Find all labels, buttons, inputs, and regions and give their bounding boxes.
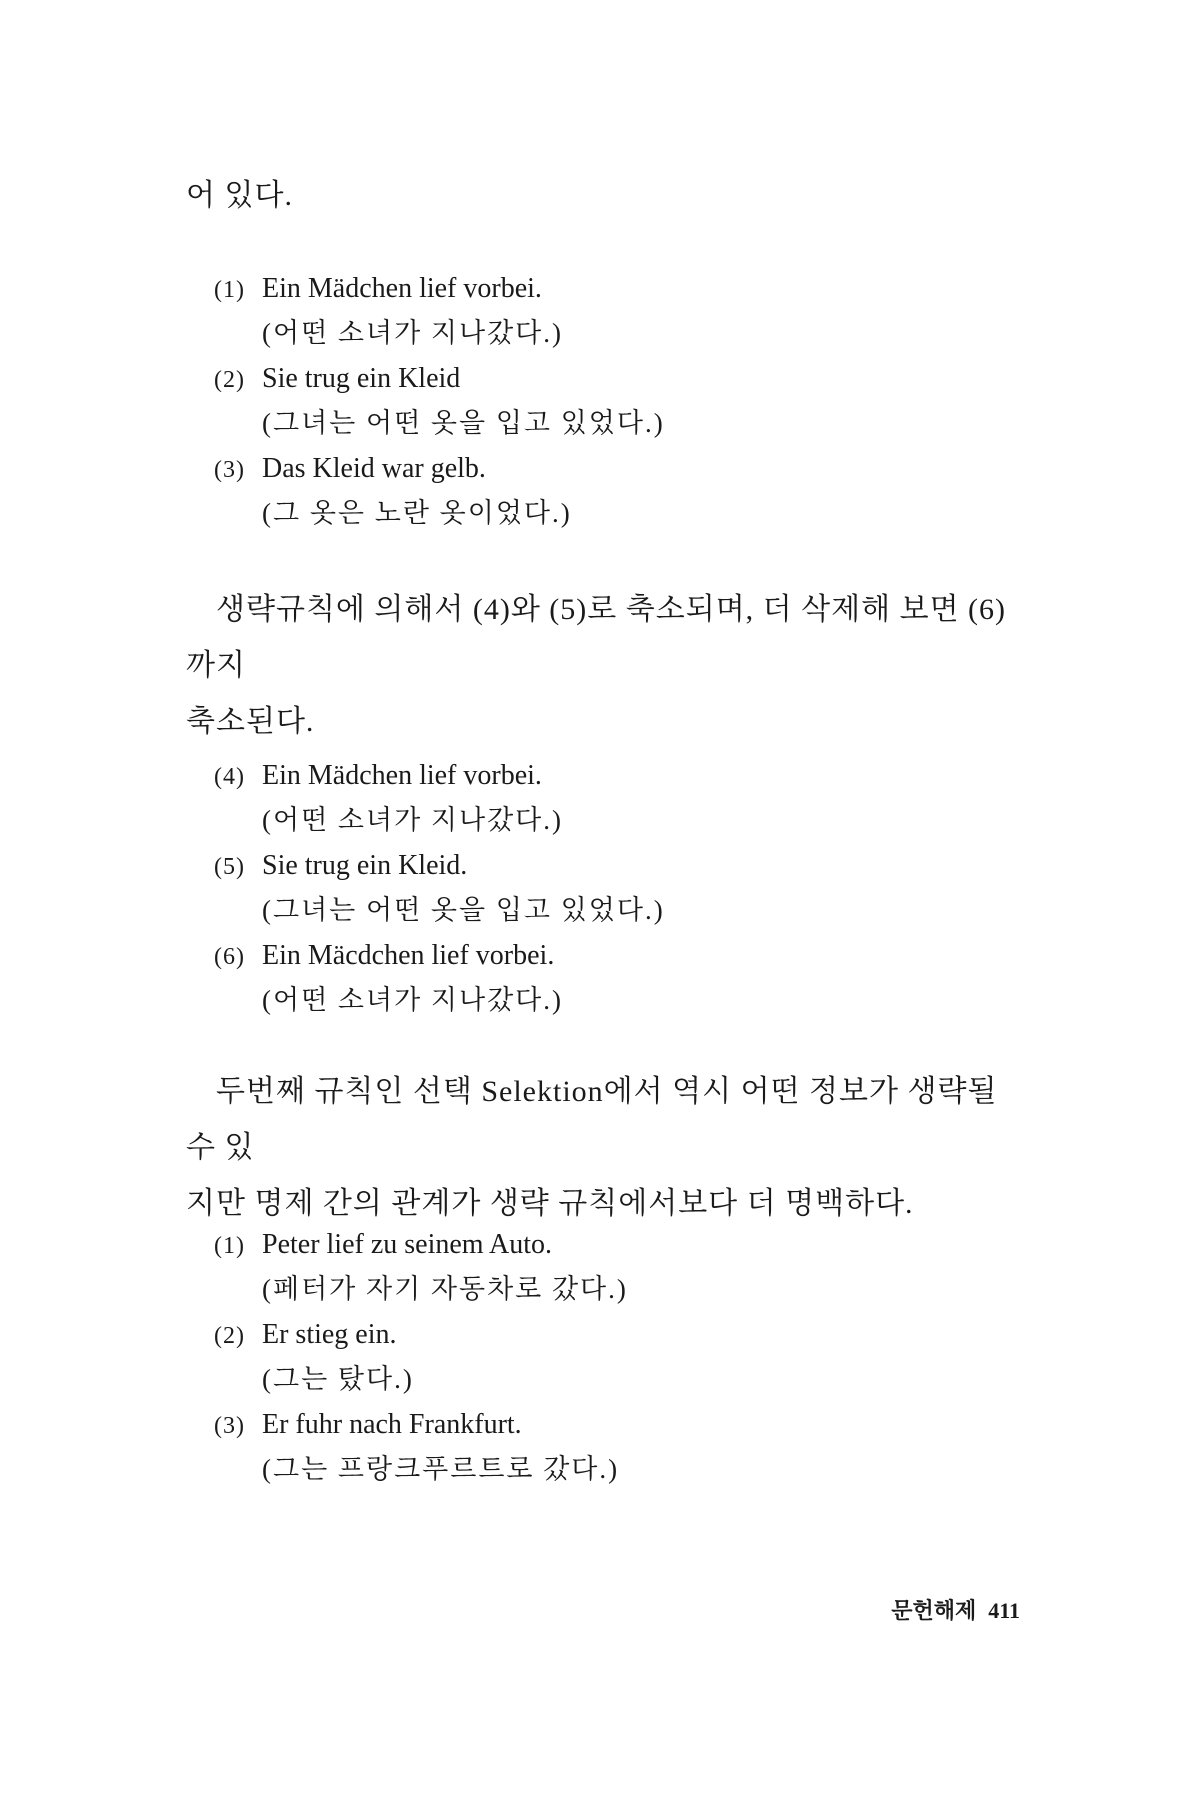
example-item [214, 356, 974, 446]
paragraph-line: 축소된다. [186, 705, 315, 738]
paragraph-line: 두번째 규칙인 선택 Selektion에서 역시 어떤 정보가 생략될 수 있 [186, 1075, 998, 1164]
example-number: (2) [214, 1323, 245, 1349]
example-number: (1) [214, 277, 245, 303]
example-translation: (페터가 자기 자동차로 갔다.) [262, 1274, 628, 1304]
example-item [214, 1402, 974, 1492]
example-sentence: Peter lief zu seinem Auto. [262, 1229, 553, 1260]
example-sentence: Ein Mädchen lief vorbei. [262, 760, 542, 791]
running-section-title: 문헌해제 [891, 1598, 977, 1623]
continuation-text: 어 있다. [186, 179, 293, 212]
example-number: (6) [214, 944, 245, 970]
example-translation: (그는 프랑크푸르트로 갔다.) [262, 1454, 620, 1484]
example-translation: (그녀는 어떤 옷을 입고 있었다.) [262, 408, 665, 438]
example-translation: (그녀는 어떤 옷을 입고 있었다.) [262, 895, 665, 925]
example-item [214, 843, 974, 933]
page-number: 411 [988, 1598, 1020, 1623]
example-number: (4) [214, 764, 245, 790]
example-item [214, 446, 974, 536]
page-footer [820, 1594, 1020, 1625]
body-paragraph-2 [186, 1064, 1026, 1232]
example-number: (3) [214, 457, 245, 483]
example-sentence: Sie trug ein Kleid. [262, 850, 468, 881]
body-paragraph-1 [186, 582, 1026, 750]
example-sentence: Er stieg ein. [262, 1319, 397, 1350]
example-sentence: Ein Mädchen lief vorbei. [262, 273, 542, 304]
example-sentence: Er fuhr nach Frankfurt. [262, 1409, 522, 1440]
example-list-1 [214, 266, 974, 536]
example-item [214, 1312, 974, 1402]
example-translation: (그는 탔다.) [262, 1364, 414, 1394]
paragraph-line: 생략규칙에 의해서 (4)와 (5)로 축소되며, 더 삭제해 보면 (6)까지 [186, 593, 1007, 682]
example-item [214, 1222, 974, 1312]
continuation-line [186, 168, 1026, 224]
example-sentence: Sie trug ein Kleid [262, 363, 461, 394]
example-number: (1) [214, 1233, 245, 1259]
example-translation: (그 옷은 노란 옷이었다.) [262, 498, 572, 528]
example-item [214, 266, 974, 356]
example-translation: (어떤 소녀가 지나갔다.) [262, 985, 563, 1015]
example-sentence: Das Kleid war gelb. [262, 453, 486, 484]
example-sentence: Ein Mäcdchen lief vorbei. [262, 940, 555, 971]
example-translation: (어떤 소녀가 지나갔다.) [262, 805, 563, 835]
paragraph-line: 지만 명제 간의 관계가 생략 규칙에서보다 더 명백하다. [186, 1187, 914, 1220]
example-item [214, 933, 974, 1023]
example-number: (3) [214, 1413, 245, 1439]
example-item [214, 753, 974, 843]
example-list-2 [214, 753, 974, 1023]
example-number: (5) [214, 854, 245, 880]
example-number: (2) [214, 367, 245, 393]
example-translation: (어떤 소녀가 지나갔다.) [262, 318, 563, 348]
example-list-3 [214, 1222, 974, 1492]
